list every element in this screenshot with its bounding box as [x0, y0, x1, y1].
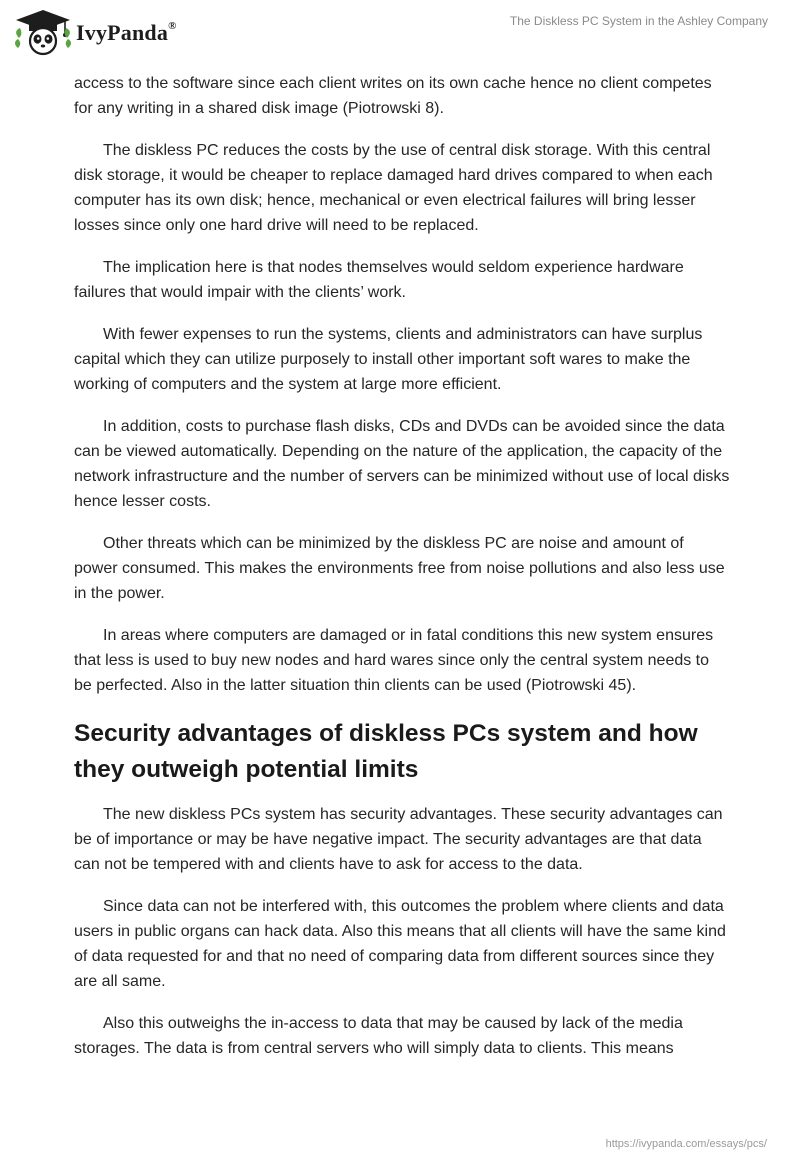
paragraph: In areas where computers are damaged or in fatal conditions this new system ensures that less is used to buy new nodes and hard wares since only the central system needs to be perfected. Also in the latter situation thin clients can be used (Piotrowski 45).	[74, 627, 714, 694]
section-heading: Security advantages of diskless PCs system and how they outweigh potential limits	[74, 720, 698, 783]
paragraph: Since data can not be interfered with, this outcomes the problem where clients and data users in public organs can hack data. Also this means that all clients will have the same kind of data requested for and that no need of comparing data from different sources since they are all same.	[74, 898, 726, 990]
paragraph: The new diskless PCs system has security advantages. These security advantages can be of importance or may be have negative impact. The security advantages are that data can not be tempered with and clients have to ask for access to the data.	[74, 806, 723, 873]
document-title: The Diskless PC System in the Ashley Company	[509, 14, 768, 28]
source-url[interactable]: https://ivypanda.com/essays/pcs/	[605, 1138, 767, 1150]
page-header	[0, 0, 800, 66]
paragraph: Other threats which can be minimized by the diskless PC are noise and amount of power consumed. This makes the environments free from noise pollutions and also less use in the power.	[74, 535, 725, 602]
ivypanda-logo[interactable]	[14, 8, 177, 56]
paragraph: The implication here is that nodes themselves would seldom experience hardware failures that would impair with the clients’ work.	[74, 259, 684, 301]
paragraph: With fewer expenses to run the systems, clients and administrators can have surplus capital which they can utilize purposely to install other important soft wares to make the working of computers and the system at large more efficient.	[74, 326, 703, 393]
essay-body	[74, 71, 730, 1078]
panda-logo-icon	[14, 8, 72, 56]
brand-name: IvyPanda®	[76, 19, 177, 45]
paragraph: The diskless PC reduces the costs by the use of central disk storage. With this central disk storage, it would be cheaper to replace damaged hard drives compared to when each computer has its own disk; hence, mechanical or even electrical failures will bring lesser losses since only one hard drive will need to be replaced.	[74, 142, 713, 234]
paragraph: Also this outweighs the in-access to data that may be caused by lack of the media storages. The data is from central servers who will simply data to clients. This means	[74, 1015, 683, 1057]
paragraph: In addition, costs to purchase flash disks, CDs and DVDs can be avoided since the data can be viewed automatically. Depending on the nature of the application, the capacity of the network infrastructure and the number of servers can be minimized without use of local disks hence lesser costs.	[74, 418, 730, 510]
paragraph: access to the software since each client writes on its own cache hence no client competes for any writing in a shared disk image (Piotrowski 8).	[74, 75, 712, 117]
